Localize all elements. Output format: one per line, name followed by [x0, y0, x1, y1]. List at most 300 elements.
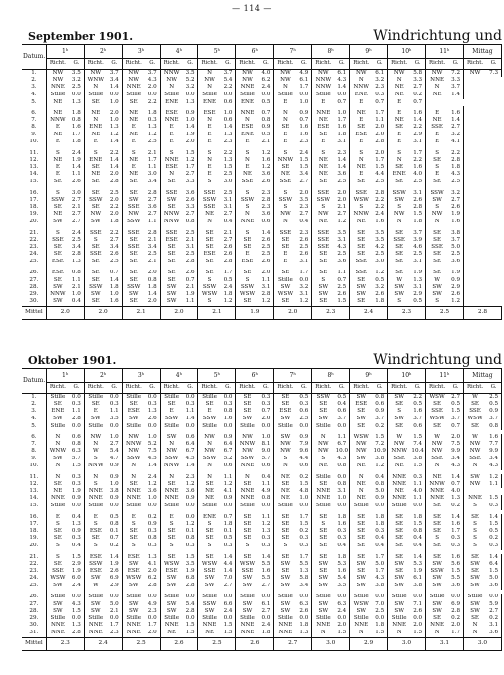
direction-cell: ENE — [240, 98, 255, 105]
direction-cell: E — [435, 131, 440, 138]
table-row — [22, 171, 502, 178]
speed-cell: 1.4 — [448, 92, 463, 99]
direction-cell: S — [435, 149, 440, 156]
direction-cell: SE — [53, 204, 62, 210]
direction-cell: Stille — [88, 422, 104, 429]
speed-cell: 1.9 — [183, 568, 198, 575]
month-title: September 1901. — [28, 30, 134, 43]
speed-cell: 1.3 — [410, 277, 425, 284]
speed-cell: 2.6 — [145, 416, 160, 423]
direction-cell: ENE — [392, 171, 406, 178]
direction-cell: SSE — [203, 568, 216, 574]
direction-cell: SE — [357, 244, 366, 250]
direction-cell: N — [93, 473, 99, 480]
direction-cell: SW — [128, 415, 139, 422]
direction-cell: N — [169, 473, 175, 480]
direction-cell: NNE — [278, 622, 293, 629]
speed-cell: 2.3 — [259, 204, 274, 211]
direction-cell: SE — [319, 269, 328, 276]
direction-cell: SE — [471, 513, 479, 520]
direction-cell: SW — [242, 415, 253, 422]
speed-cell: 1.5 — [372, 630, 387, 638]
direction-cell: N — [131, 473, 137, 480]
direction-cell: SSW — [164, 455, 179, 462]
direction-cell: N — [93, 84, 99, 91]
speed-cell: 0.0 — [410, 615, 425, 622]
direction-cell: NNE — [392, 495, 407, 502]
direction-subheader: Richt. — [198, 59, 221, 70]
direction-cell: ESE — [165, 109, 178, 116]
speed-cell: 2.5 — [69, 237, 84, 244]
speed-cell: 1.2 — [297, 298, 312, 306]
speed-cell: 0.8 — [410, 528, 425, 535]
speed-cell: 1.2 — [372, 463, 387, 470]
hour-header: 8ʰ — [312, 45, 350, 59]
speed-cell: 1.9 — [448, 211, 463, 218]
direction-cell: SW — [356, 291, 367, 298]
speed-cell: 0.8 — [334, 481, 349, 488]
speed-cell: 1.5 — [183, 554, 198, 561]
direction-cell: SE — [167, 178, 176, 185]
direction-cell: SE — [281, 481, 290, 487]
direction-cell: SE — [205, 528, 214, 534]
speed-cell: 3.8 — [448, 230, 463, 237]
speed-cell: 2.2 — [410, 157, 425, 164]
speed-cell: 5.0 — [448, 244, 463, 251]
direction-cell: Stille — [202, 593, 217, 600]
date-cell: 19. — [22, 535, 46, 542]
speed-cell: 0.0 — [183, 615, 198, 622]
speed-cell: 3.7 — [145, 70, 160, 78]
speed-cell: 0.8 — [259, 495, 274, 502]
direction-cell: E — [169, 408, 174, 415]
direction-cell: SW — [356, 608, 367, 614]
direction-cell: SE — [471, 422, 479, 429]
speed-cell: 1.5 — [372, 164, 387, 171]
direction-cell: N — [472, 622, 478, 629]
direction-cell: S — [93, 149, 98, 156]
direction-cell: NNW — [429, 481, 445, 487]
mittel-value: 2.6 — [236, 637, 274, 650]
speed-cell: 0.1 — [221, 528, 236, 535]
speed-cell: 1.8 — [372, 514, 387, 521]
direction-cell: SW — [356, 560, 367, 567]
direction-cell: NW — [431, 211, 443, 218]
table-row — [22, 474, 502, 481]
speed-cell: 6.1 — [372, 70, 387, 78]
direction-cell: NNE — [202, 622, 217, 629]
direction-cell: NNE — [354, 622, 369, 629]
direction-cell: N — [358, 629, 364, 636]
speed-cell: 3.7 — [410, 230, 425, 237]
direction-cell: SSE — [317, 244, 330, 250]
speed-cell: 0.0 — [183, 514, 198, 521]
direction-cell: SE — [129, 189, 138, 196]
direction-cell: Stille — [278, 502, 293, 509]
table-row — [22, 514, 502, 521]
speed-cell: 2.2 — [107, 230, 122, 237]
direction-cell: SW — [128, 600, 139, 607]
speed-cell: 6.9 — [448, 601, 463, 608]
direction-cell: E — [55, 124, 60, 131]
speed-cell: 5.0 — [107, 601, 122, 608]
speed-cell: 2.8 — [183, 583, 198, 590]
direction-cell: SE — [91, 164, 100, 171]
speed-cell: 6.3 — [334, 601, 349, 608]
speed-cell: 1.2 — [334, 219, 349, 226]
speed-subheader: G. — [448, 383, 463, 394]
speed-cell: 0.6 — [259, 463, 274, 470]
speed-cell: 3.7 — [486, 416, 501, 423]
mittel-value: 3.1 — [425, 637, 463, 650]
direction-cell: S — [245, 542, 250, 549]
speed-cell: 2.5 — [107, 259, 122, 266]
speed-cell: 2.4 — [221, 608, 236, 615]
direction-cell: NW — [242, 433, 253, 440]
speed-cell: 1.7 — [297, 84, 312, 91]
direction-cell: E — [207, 124, 212, 131]
speed-cell: 0.3 — [334, 528, 349, 535]
direction-cell: NE — [91, 131, 101, 138]
date-cell: 10. — [22, 139, 46, 146]
direction-cell: SE — [395, 269, 404, 276]
speed-cell: 0.0 — [372, 503, 387, 510]
speed-cell: 1.1 — [107, 408, 122, 415]
speed-cell: 1.5 — [297, 157, 312, 164]
speed-cell: 3.5 — [297, 197, 312, 204]
speed-cell: 2.1 — [69, 284, 84, 291]
direction-cell: SW — [166, 197, 177, 203]
direction-cell: ESE — [89, 553, 102, 560]
speed-cell: 1.3 — [69, 521, 84, 528]
speed-cell: 5.7 — [259, 456, 274, 463]
speed-cell: 2.8 — [107, 179, 122, 186]
direction-cell: WSW — [201, 560, 218, 567]
direction-cell: SW — [53, 218, 63, 225]
direction-cell: SE — [281, 568, 290, 574]
direction-cell: S — [283, 149, 288, 156]
speed-cell: 1.7 — [107, 622, 122, 629]
direction-cell: NW — [52, 77, 64, 83]
speed-cell: 2.2 — [372, 204, 387, 211]
speed-cell: 2.7 — [410, 84, 425, 91]
direction-cell: Stille — [391, 502, 407, 509]
speed-cell: 1.5 — [221, 622, 236, 629]
speed-cell: 3.4 — [145, 244, 160, 251]
direction-cell: SE — [53, 528, 62, 534]
speed-cell: 2.2 — [221, 150, 236, 157]
speed-cell: 0.8 — [259, 117, 274, 124]
direction-cell: E — [131, 513, 136, 520]
direction-cell: Stille — [391, 593, 407, 600]
direction-cell: E — [207, 131, 212, 138]
direction-cell: NW — [355, 441, 367, 447]
direction-cell: NW — [90, 433, 102, 440]
date-cell: 11. — [22, 150, 46, 157]
direction-cell: SSE — [279, 178, 292, 185]
speed-cell: 1.5 — [221, 630, 236, 638]
direction-cell: E — [397, 138, 402, 145]
speed-cell: 2.0 — [334, 622, 349, 629]
direction-cell: NW — [393, 69, 405, 76]
direction-cell: S — [283, 455, 288, 462]
direction-cell: NNE — [88, 622, 103, 629]
direction-cell: N — [396, 218, 402, 225]
speed-cell: 0.0 — [259, 594, 274, 601]
speed-cell: 5.5 — [259, 575, 274, 582]
direction-cell: SW — [318, 415, 329, 422]
speed-cell: 4.3 — [486, 463, 501, 470]
speed-cell: 1.8 — [107, 219, 122, 226]
speed-cell: 3.4 — [297, 171, 312, 178]
direction-cell: SE — [433, 542, 442, 549]
speed-cell: 0.3 — [183, 543, 198, 550]
direction-cell: SE — [395, 258, 404, 265]
speed-cell: 0.0 — [107, 594, 122, 601]
speed-cell: 9.9 — [486, 448, 501, 455]
date-cell: 30. — [22, 622, 46, 629]
direction-cell: SSW — [202, 197, 217, 203]
direction-cell: SSW — [127, 455, 141, 462]
speed-cell: 2.7 — [259, 608, 274, 615]
speed-cell: 0.0 — [183, 394, 198, 402]
date-cell: 29. — [22, 291, 46, 298]
direction-cell: E — [283, 138, 288, 145]
direction-cell: S — [207, 276, 212, 283]
speed-cell: 1.9 — [69, 488, 84, 495]
direction-cell: SSE — [203, 204, 216, 210]
table-title: Windrichtung und — [373, 352, 502, 368]
direction-cell: SE — [205, 401, 214, 407]
speed-cell: 0.0 — [410, 594, 425, 601]
speed-cell: 0.8 — [372, 481, 387, 488]
table-row — [22, 259, 502, 266]
direction-cell: ENE — [89, 157, 103, 163]
speed-cell: 3.1 — [334, 488, 349, 495]
direction-cell: ESE — [165, 568, 178, 574]
direction-cell: Stille — [88, 615, 104, 622]
speed-cell: 0.5 — [259, 99, 274, 106]
speed-subheader: G. — [410, 59, 425, 70]
direction-cell: E — [55, 513, 60, 520]
direction-cell: NW — [280, 69, 291, 76]
direction-cell: SW — [470, 560, 480, 567]
direction-cell: SE — [357, 528, 366, 534]
speed-cell: 1.5 — [297, 521, 312, 528]
date-cell: 30. — [22, 298, 46, 306]
direction-cell: SW — [318, 284, 329, 290]
speed-cell: 2.6 — [334, 291, 349, 298]
direction-cell: E — [55, 164, 60, 171]
speed-cell: 0.0 — [259, 615, 274, 622]
direction-cell: SW — [470, 600, 480, 607]
direction-cell: SE — [243, 521, 252, 527]
direction-cell: Stille — [202, 91, 217, 98]
direction-cell: NNE — [88, 629, 103, 636]
oktober-section — [22, 350, 502, 646]
direction-cell: SE — [319, 258, 328, 265]
direction-cell: ESE — [89, 568, 102, 574]
direction-cell: W — [92, 448, 99, 455]
direction-cell: NNW — [88, 462, 104, 469]
speed-cell: 1.4 — [107, 554, 122, 561]
direction-cell: E — [397, 98, 402, 105]
mittel-value: 2.7 — [274, 637, 312, 650]
hour-header: 5ʰ — [198, 45, 236, 59]
hour-header: 11ʰ — [425, 369, 463, 383]
speed-cell: 1.9 — [183, 132, 198, 139]
speed-cell: 1.7 — [297, 554, 312, 561]
date-cell: 21. — [22, 554, 46, 561]
direction-cell: SW — [470, 473, 480, 480]
direction-cell: WSW — [353, 433, 369, 440]
date-cell: 14. — [22, 495, 46, 502]
speed-cell: 2.7 — [221, 211, 236, 218]
speed-cell: 0.7 — [259, 110, 274, 117]
speed-cell: 2.4 — [221, 284, 236, 291]
speed-cell: 0.4 — [69, 514, 84, 521]
speed-cell: 1.5 — [448, 568, 463, 575]
direction-cell: NNE — [430, 495, 445, 502]
table-row — [22, 197, 502, 204]
speed-cell: 1.5 — [448, 408, 463, 415]
direction-subheader: Richt. — [160, 59, 183, 70]
speed-cell: 3.3 — [410, 77, 425, 84]
speed-cell: 2.0 — [145, 630, 160, 638]
speed-cell: 3.6 — [486, 630, 501, 638]
speed-cell: 3.7 — [410, 416, 425, 423]
speed-cell: 0.3 — [145, 117, 160, 124]
direction-cell: N — [245, 157, 250, 163]
speed-cell: 3.7 — [334, 416, 349, 423]
direction-cell: SW — [280, 284, 291, 290]
speed-cell: 2.0 — [372, 124, 387, 131]
direction-cell: NW — [166, 448, 177, 455]
direction-cell: E — [359, 138, 364, 145]
wind-table — [22, 44, 502, 320]
direction-cell: S — [55, 542, 60, 549]
speed-cell: 1.9 — [69, 568, 84, 575]
direction-cell: E — [283, 251, 288, 258]
direction-cell: E — [131, 124, 136, 131]
speed-cell: 1.2 — [183, 157, 198, 164]
speed-cell: 0.4 — [334, 543, 349, 550]
speed-cell: 0.5 — [372, 277, 387, 284]
speed-cell: 5.5 — [448, 575, 463, 582]
direction-cell: NW — [128, 448, 140, 455]
direction-cell: SW — [166, 433, 177, 440]
direction-cell: SE — [129, 178, 138, 185]
direction-cell: Stille — [278, 615, 293, 622]
speed-subheader: G. — [297, 59, 312, 70]
direction-cell: E — [169, 138, 174, 145]
speed-cell: 3.2 — [297, 284, 312, 291]
speed-cell: 1.7 — [145, 622, 160, 629]
speed-subheader: G. — [410, 383, 425, 394]
date-cell: 27. — [22, 277, 46, 284]
direction-cell: ESE — [89, 528, 102, 534]
speed-cell: 0.9 — [145, 521, 160, 528]
speed-cell: 0.8 — [69, 270, 84, 277]
direction-cell: SW — [53, 415, 63, 422]
speed-cell: 0.9 — [372, 408, 387, 415]
direction-cell: NNE — [240, 218, 255, 225]
speed-cell: 7.3 — [486, 70, 501, 78]
date-cell: 5. — [22, 423, 46, 430]
direction-cell: WSW — [353, 197, 369, 203]
speed-cell: 3.8 — [107, 488, 122, 495]
speed-cell: 2.4 — [69, 150, 84, 157]
direction-cell: SE — [433, 236, 442, 243]
direction-cell: WSW — [50, 575, 66, 582]
date-cell: 18. — [22, 204, 46, 211]
direction-cell: S — [321, 204, 326, 210]
direction-cell: N — [169, 441, 175, 447]
direction-cell: N — [282, 117, 288, 123]
direction-cell: SW — [91, 218, 101, 225]
speed-cell: 3.0 — [372, 259, 387, 266]
direction-cell: SE — [53, 560, 62, 567]
speed-cell: 1.4 — [107, 277, 122, 284]
hour-header: 3ʰ — [122, 45, 160, 59]
hour-header: 3ʰ — [122, 369, 160, 383]
date-cell: 28. — [22, 608, 46, 615]
date-cell: 13. — [22, 164, 46, 171]
speed-cell: 1.5 — [297, 481, 312, 488]
speed-cell: 2.0 — [448, 622, 463, 629]
speed-cell: 0.0 — [69, 503, 84, 510]
mittel-value: 2.0 — [160, 306, 198, 319]
speed-cell: 2.5 — [145, 139, 160, 146]
direction-cell: SW — [91, 600, 101, 607]
direction-cell: SE — [319, 408, 328, 415]
direction-cell: NNE — [126, 84, 141, 91]
direction-cell: Stille — [315, 502, 331, 509]
speed-cell: 0.0 — [221, 423, 236, 430]
direction-cell: SW — [432, 560, 442, 567]
speed-cell: 2.0 — [334, 190, 349, 197]
speed-cell: 0.0 — [183, 594, 198, 601]
speed-subheader: G. — [145, 59, 160, 70]
speed-cell: 2.8 — [221, 259, 236, 266]
direction-cell: S — [93, 521, 98, 527]
speed-cell: 1.4 — [145, 463, 160, 470]
speed-cell: 4.3 — [448, 171, 463, 178]
speed-cell: 1.5 — [372, 434, 387, 441]
speed-cell: 1.0 — [297, 99, 312, 106]
speed-cell: 3.6 — [334, 259, 349, 266]
speed-cell: 0.0 — [372, 615, 387, 622]
speed-cell: 0.1 — [107, 528, 122, 535]
speed-cell: 1.2 — [221, 298, 236, 306]
speed-cell: 2.5 — [297, 244, 312, 251]
speed-cell: 2.0 — [107, 197, 122, 204]
direction-cell: SW — [318, 608, 329, 614]
direction-cell: S — [321, 455, 326, 462]
speed-cell: 3.1 — [410, 190, 425, 197]
direction-cell: N — [282, 109, 288, 116]
direction-cell: SSE — [469, 455, 481, 462]
speed-cell: 1.5 — [410, 211, 425, 218]
table-row — [22, 615, 502, 622]
direction-cell: SW — [280, 600, 291, 607]
table-row — [22, 594, 502, 601]
speed-cell: 1.6 — [334, 521, 349, 528]
table-row — [22, 535, 502, 542]
direction-cell: SE — [357, 513, 366, 520]
table-row — [22, 132, 502, 139]
speed-cell: 6.2 — [259, 77, 274, 84]
